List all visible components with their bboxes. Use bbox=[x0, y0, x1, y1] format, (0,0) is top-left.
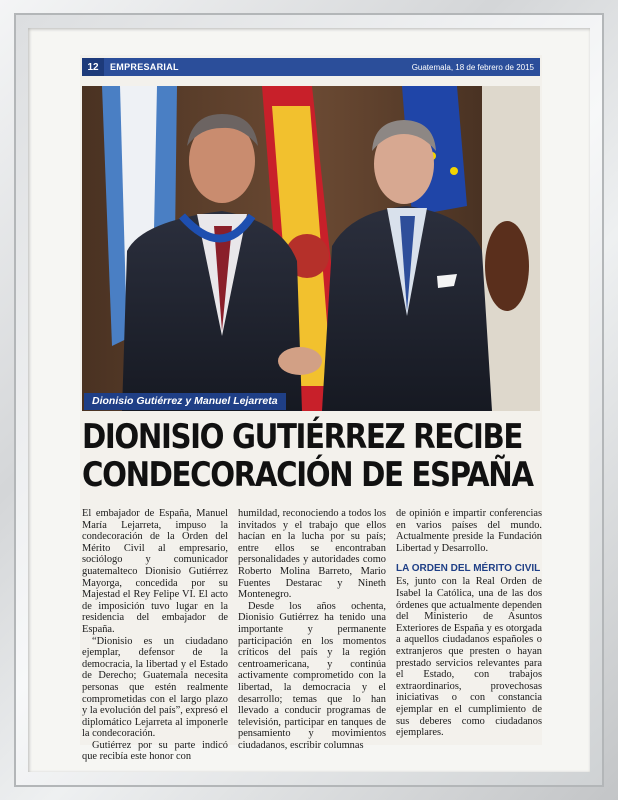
headline-line-1: DIONISIO GUTIÉRREZ RECIBE bbox=[82, 417, 522, 457]
dateline: Guatemala, 18 de febrero de 2015 bbox=[411, 62, 534, 72]
article-headline bbox=[82, 417, 533, 495]
paragraph: Desde los años ochenta, Dionisio Gutiérrez ha tenido una importante y permanente participación en los momentos críticos del país y la región centroamericana, y continúa activamente comprometido con la libertad, la democracia y el desarrollo; temas que lo han llevado a conducir programas de televisión, participar en tanques de pensamiento y movimientos ciudadanos, escribir columnas bbox=[238, 600, 386, 751]
article-column-2 bbox=[238, 508, 386, 751]
article-subhead: LA ORDEN DEL MÉRITO CIVIL bbox=[396, 563, 541, 575]
paragraph: humildad, reconociendo a todos los invitados y el trabajo que ellos hacían en la lucha por su país; entre ellos se encontraban personalidades y autoridades como Roberto Molina Barreto, Mario Fuentes Destarac y Nineth Montenegro. bbox=[238, 508, 386, 601]
page-header-bar bbox=[82, 58, 540, 76]
photo-illustration bbox=[82, 86, 540, 411]
paragraph: de opinión e impartir conferencias en varios países del mundo. Actualmente preside la Fundación Libertad y Desarrollo. bbox=[396, 508, 542, 554]
section-name: EMPRESARIAL bbox=[110, 62, 179, 72]
page-number: 12 bbox=[82, 58, 104, 76]
article-column-3 bbox=[396, 508, 542, 739]
paragraph: Es, junto con la Real Orden de Isabel la Católica, una de las dos órdenes que actualmente dependen del Ministerio de Asuntos Exteriores de España y es otorgada a aquellos ciudadanos españoles o extranjeros que presten o hayan prestado servicios relevantes para el Estado, con trabajos extraordinarios, provechosas iniciativas o con constancia ejemplar en el cumplimiento de sus deberes como ciudadanos ejemplares. bbox=[396, 576, 542, 739]
paragraph: Gutiérrez por su parte indicó que recibía este honor con bbox=[82, 739, 228, 763]
article-photo bbox=[82, 86, 540, 411]
paragraph: “Dionisio es un ciudadano ejemplar, defensor de la democracia, la libertad y el Estado de Derecho; Guatemala necesita personas que estén realmente comprometidas con el largo plazo y la evolución del país”, expresó el diplomático Lejarreta al imponerle la condecoración. bbox=[82, 635, 228, 740]
photo-caption: Dionisio Gutiérrez y Manuel Lejarreta bbox=[84, 393, 286, 410]
headline-line-2: CONDECORACIÓN DE ESPAÑA bbox=[82, 455, 533, 495]
paragraph: El embajador de España, Manuel María Lejarreta, impuso la condecoración de la Orden del Mérito Civil al empresario, sociólogo y comunicador guatemalteco Dionisio Gutiérrez Mayorga, concedida por su Majestad el Rey Felipe VI. El acto de imposición tuvo lugar en la residencia del embajador de España. bbox=[82, 508, 228, 635]
article-column-1 bbox=[82, 508, 228, 763]
